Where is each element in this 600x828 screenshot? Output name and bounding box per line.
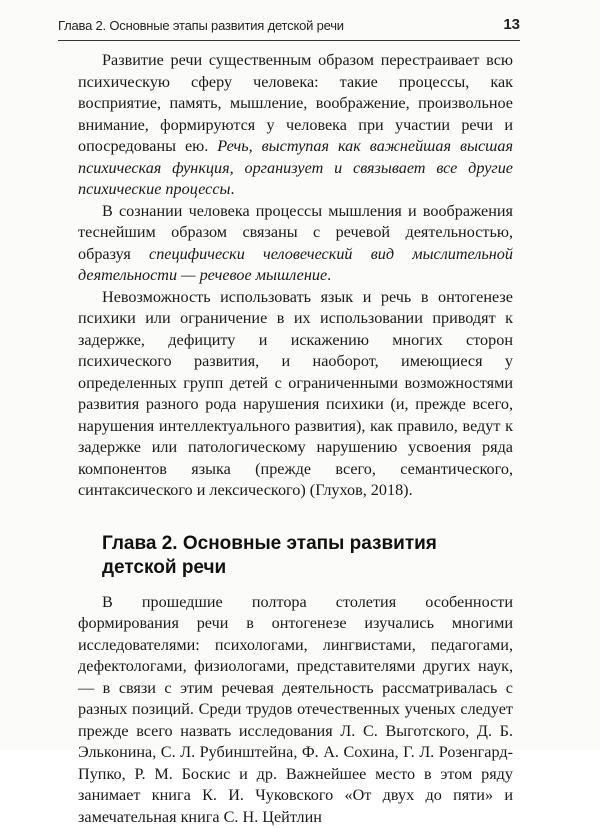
paragraph-text: . — [231, 180, 235, 198]
paragraph-speech-thinking — [78, 201, 513, 287]
italic-emphasis: специфически человеческий вид мыслительной деятельности — речевое мышление — [78, 245, 513, 285]
paragraph-text: Невозможность использовать язык и речь в онтогенезе психики или ограничение в их использовании приводят к задержке, дефициту и искажению многих сторон психического развития, и наоборот, имеющиеся у определенных групп детей с ограниченными возможностями развития разного рода нарушения психики (и, прежде всего, нарушения интеллектуального развития), как правило, ведут к задержке или патологическому нарушению усвоения ряда компонентов языка (прежде всего, семантического, синтаксического и лексического) (Глухов, 2018). — [78, 288, 513, 500]
chapter-heading — [78, 532, 513, 580]
paragraph-research-history — [78, 592, 513, 828]
page-number: 13 — [503, 16, 520, 33]
paragraph-speech-development — [78, 50, 513, 201]
paragraph-text: . — [327, 266, 331, 284]
paragraph-text: В сознании человека процессы мышления и воображения теснейшим образом связаны с речевой деятельностью, образуя — [78, 202, 513, 263]
paragraph-language-impairment — [78, 287, 513, 502]
paragraph-text: В прошедшие полтора столетия особенности формирования речи в онтогенезе изучались многими исследователями: психологами, лингвистами, педагогами, дефектологами, физиологами, представителями других наук, — в связи с этим речевая деятельность рассматривалась с разных позиций. Среди трудов отечественных ученых следует прежде всего назвать исследования Л. С. Выготского, Д. Б. Эльконина, С. Л. Рубинштейна, Ф. А. Сохина, Г. Л. Розенгард-Пупко, Р. М. Боскис и др. Важнейшее место в этом ряду занимает книга К. И. Чуковского «От двух до пяти» и замечательная книга С. Н. Цейтлин — [78, 593, 513, 826]
chapter-heading-line-1: Глава 2. Основные этапы развития — [102, 532, 513, 556]
italic-emphasis: Речь, выступая как важнейшая высшая психическая функция, организует и связывает все другие психические процессы — [78, 137, 513, 198]
paragraph-text: Развитие речи существенным образом перестраивает всю психическую сферу человека: такие процессы, как восприятие, память, мышление, воображение, произвольное внимание, формируются у человека при участии речи и опосредованы ею. — [78, 51, 513, 155]
page-body — [78, 50, 513, 828]
page-header — [58, 16, 520, 38]
header-divider — [58, 40, 520, 41]
chapter-heading-line-2: детской речи — [102, 556, 513, 580]
running-title: Глава 2. Основные этапы развития детской речи — [58, 18, 344, 33]
